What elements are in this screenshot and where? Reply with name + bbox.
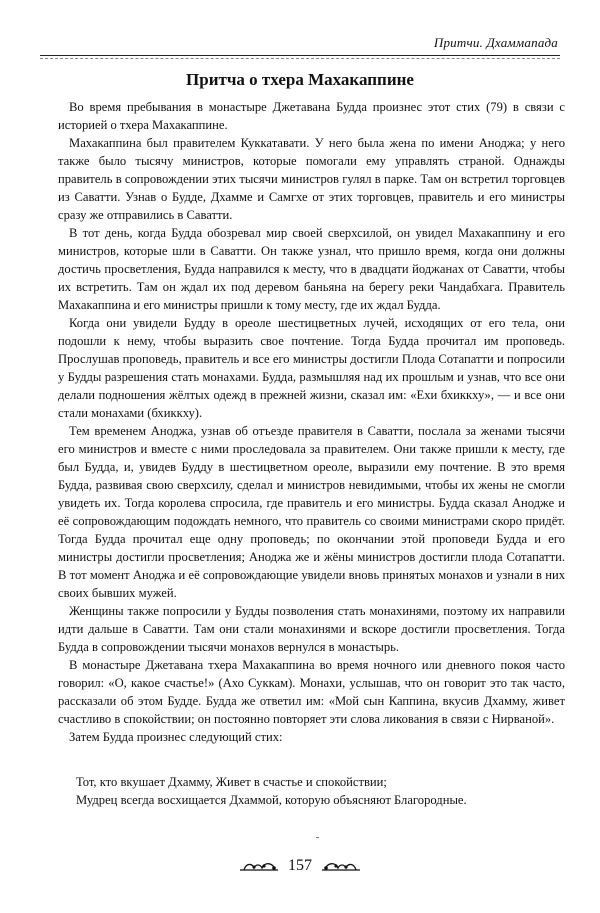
paragraph: Затем Будда произнес следующий стих: <box>69 730 283 744</box>
running-head <box>40 33 560 53</box>
paragraph: Когда они увидели Будду в ореоле шестицветных лучей, исходящих от его тела, они подошли к нему, чтобы выразить свое почтение. Тогда Будда прочитал им проповедь. Прослушав проповедь, правитель и все его министры достигли Плода Сотапатти и попросили у Будды разрешения стать монахами. Будда, размышляя над их прошлым и узнав, что все они делали подношения жёлтых одежд в прежней жизни, сказал им: «Ехи бхиккху», — и все они стали монахами (бхиккху). <box>58 316 565 420</box>
ornament-left-icon <box>238 859 280 873</box>
header-rule-dashed <box>40 58 560 59</box>
paragraph: Махакаппина был правителем Куккатавати. У него была жена по имени Аноджа; у него также было тысячу министров, которые помогали ему управлять страной. Однажды правитель в сопровождении этих тысячи министров гулял в парке. Там он встретил торговцев из Саватти. Узнав о Будде, Дхамме и Самгхе от этих торговцев, правитель и его министры сразу же отправились в Саватти. <box>58 136 565 222</box>
paragraph: Во время пребывания в монастыре Джетавана Будда произнес этот стих (79) в связи с историей о тхера Махакаппине. <box>58 100 565 132</box>
chapter-title: Притча о тхера Махакаппине <box>186 70 414 89</box>
paragraph: Женщины также попросили у Будды позволения стать монахинями, поэтому их направили идти дальше в Саватти. Там они стали монахинями и вскоре достигли просветления. Тогда Будда в сопровождении тысячи монахов вернулся в монастырь. <box>58 604 565 654</box>
running-head-title: Притчи. Дхаммапада <box>433 35 558 50</box>
print-speck <box>316 837 319 838</box>
verse-line: Тот, кто вкушает Дхамму, Живет в счастье и спокойствии; <box>76 775 387 789</box>
paragraph: В монастыре Джетавана тхера Махакаппина во время ночного или дневного покоя часто говорил: «О, какое счастье!» (Ахо Суккам). Монахи, услышав, что он говорит это так часто, рассказали об этом Будде. Будда же ответил им: «Мой сын Каппина, вкусив Дхамму, живет счастливо в спокойствии; он постоянно повторяет эти слова ликования в связи с Нирваной». <box>58 658 565 726</box>
paragraph: В тот день, когда Будда обозревал мир своей сверхсилой, он увидел Махакаппину и его министров, которые шли в Саватти. Он также узнал, что пришло время, когда они должны достичь просветления, Будда направился к месту, что в двадцати йоджанах от Саватти, чтобы их встретить. Там он ждал их под деревом баньяна на берегу реки Чандабхага. Правитель Махакаппина и его министры пришли к тому месту, где их ждал Будда. <box>58 226 565 312</box>
body-text <box>58 98 565 746</box>
verse <box>76 773 556 809</box>
paragraph: Тем временем Аноджа, узнав об отъезде правителя в Саватти, послала за женами тысячи его министров и вместе с ними проследовала за правителем. Они также пришли к месту, где был Будда, и, увидев Будду в шестицветном ореоле, выразили ему почтение. В это время Будда, развивая свою сверхсилу, сделал и министров невидимыми, чтобы их жены не смогли увидеть их. Тогда королева спросила, где правитель и его министры. Будда сказал Анодже и её сопровождающим подождать немного, что правитель со своими министрами скоро придёт. Тогда Будда прочитал еще одну проповедь; по окончании этой проповеди Будда и его министры достигли просветления; Аноджа же и жёны министров достигли плода Сотапатти. В тот момент Аноджа и её сопровождающие увидели вновь принятых монахов и узнали в них своих бывших мужей. <box>58 424 565 600</box>
folio <box>0 857 600 875</box>
verse-line: Мудрец всегда восхищается Дхаммой, которую объясняют Благородные. <box>76 793 467 807</box>
header-rule <box>40 55 560 56</box>
page-number: 157 <box>288 857 312 875</box>
ornament-right-icon <box>320 859 362 873</box>
